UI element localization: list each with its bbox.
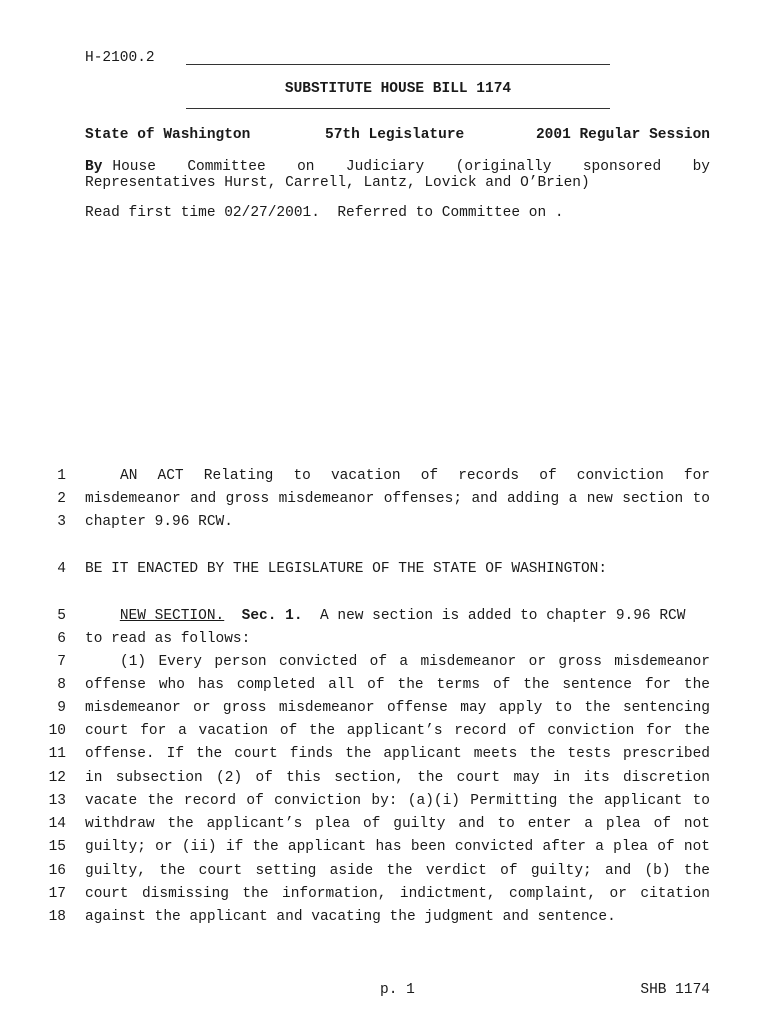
body-line-text: (1) Every person convicted of a misdemeanor or gross misdemeanor	[120, 654, 710, 670]
line-number: 1	[57, 468, 66, 484]
session-label: 2001 Regular Session	[535, 127, 710, 143]
body-line	[85, 909, 710, 925]
body-line-text: against the applicant and vacating the judgment and sentence.	[85, 909, 616, 925]
body-line	[85, 863, 710, 879]
body-line-text: BE IT ENACTED BY THE LEGISLATURE OF THE STATE OF WASHINGTON:	[85, 561, 608, 577]
header-rule-bottom	[186, 108, 610, 109]
sponsor-line-1	[85, 159, 710, 175]
body-line	[85, 886, 710, 902]
body-line	[85, 631, 710, 647]
by-label: By	[85, 159, 103, 175]
line-number: 13	[48, 793, 66, 809]
body-line-text: to read as follows:	[85, 631, 251, 647]
sponsor-text-1: House Committee on Judiciary (originally sponsored by	[112, 159, 710, 175]
state-label: State of Washington	[85, 127, 251, 143]
body-line-text: withdraw the applicant’s plea of guilty and to enter a plea of not	[85, 816, 710, 832]
body-line	[85, 746, 710, 762]
body-line-text: misdemeanor and gross misdemeanor offenses; and adding a new section to	[85, 491, 710, 507]
body-line-text: guilty, the court setting aside the verdict of guilty; and (b) the	[85, 863, 710, 879]
body-line	[85, 793, 710, 809]
read-first-line: Read first time 02/27/2001. Referred to Committee on .	[85, 205, 564, 221]
line-number: 14	[48, 816, 66, 832]
body-line	[85, 839, 710, 855]
line-number: 9	[57, 700, 66, 716]
line-number: 12	[48, 770, 66, 786]
body-line	[85, 468, 710, 484]
sponsor-line-2: Representatives Hurst, Carrell, Lantz, Lovick and O’Brien)	[85, 175, 590, 191]
line-number: 18	[48, 909, 66, 925]
body-line	[85, 608, 710, 624]
header-rule-top	[186, 64, 610, 65]
line-number: 3	[57, 514, 66, 530]
body-line-text: court for a vacation of the applicant’s record of conviction for the	[85, 723, 710, 739]
line-number: 16	[48, 863, 66, 879]
body-line	[85, 491, 710, 507]
body-line	[85, 770, 710, 786]
body-line-text: chapter 9.96 RCW.	[85, 514, 233, 530]
bill-title: SUBSTITUTE HOUSE BILL 1174	[284, 81, 512, 97]
body-line-text: misdemeanor or gross misdemeanor offense may apply to the sentencing	[85, 700, 710, 716]
body-line	[85, 816, 710, 832]
document-id: H-2100.2	[85, 50, 155, 66]
body-line	[85, 700, 710, 716]
body-line	[85, 677, 710, 693]
line-number: 15	[48, 839, 66, 855]
section-text: A new section is added to chapter 9.96 RCW	[319, 608, 686, 624]
line-number: 11	[48, 746, 66, 762]
body-line-text: offense. If the court finds the applicant meets the tests prescribed	[85, 746, 710, 762]
body-line	[85, 561, 710, 577]
body-line-text: offense who has completed all of the terms of the sentence for the	[85, 677, 710, 693]
sponsor-block	[85, 159, 710, 191]
body-line-text: court dismissing the information, indictment, complaint, or citation	[85, 886, 710, 902]
new-section-label: NEW SECTION.	[119, 608, 225, 624]
footer-bill-id: SHB 1174	[640, 982, 710, 998]
line-number: 8	[57, 677, 66, 693]
line-number: 2	[57, 491, 66, 507]
line-number: 10	[48, 723, 66, 739]
line-number: 4	[57, 561, 66, 577]
line-number: 5	[57, 608, 66, 624]
line-number: 17	[48, 886, 66, 902]
body-line	[85, 723, 710, 739]
body-line	[85, 654, 710, 670]
body-line	[85, 514, 710, 530]
section-number: Sec. 1.	[241, 608, 303, 624]
body-line-text: in subsection (2) of this section, the court may in its discretion	[85, 770, 710, 786]
line-number: 6	[57, 631, 66, 647]
page-number: p. 1	[380, 982, 415, 998]
body-line-text: AN ACT Relating to vacation of records of conviction for	[120, 468, 710, 484]
legislature-label: 57th Legislature	[325, 127, 465, 143]
body-line-text: vacate the record of conviction by: (a)(i) Permitting the applicant to	[85, 793, 710, 809]
body-line-text: guilty; or (ii) if the applicant has been convicted after a plea of not	[85, 839, 710, 855]
line-number: 7	[57, 654, 66, 670]
